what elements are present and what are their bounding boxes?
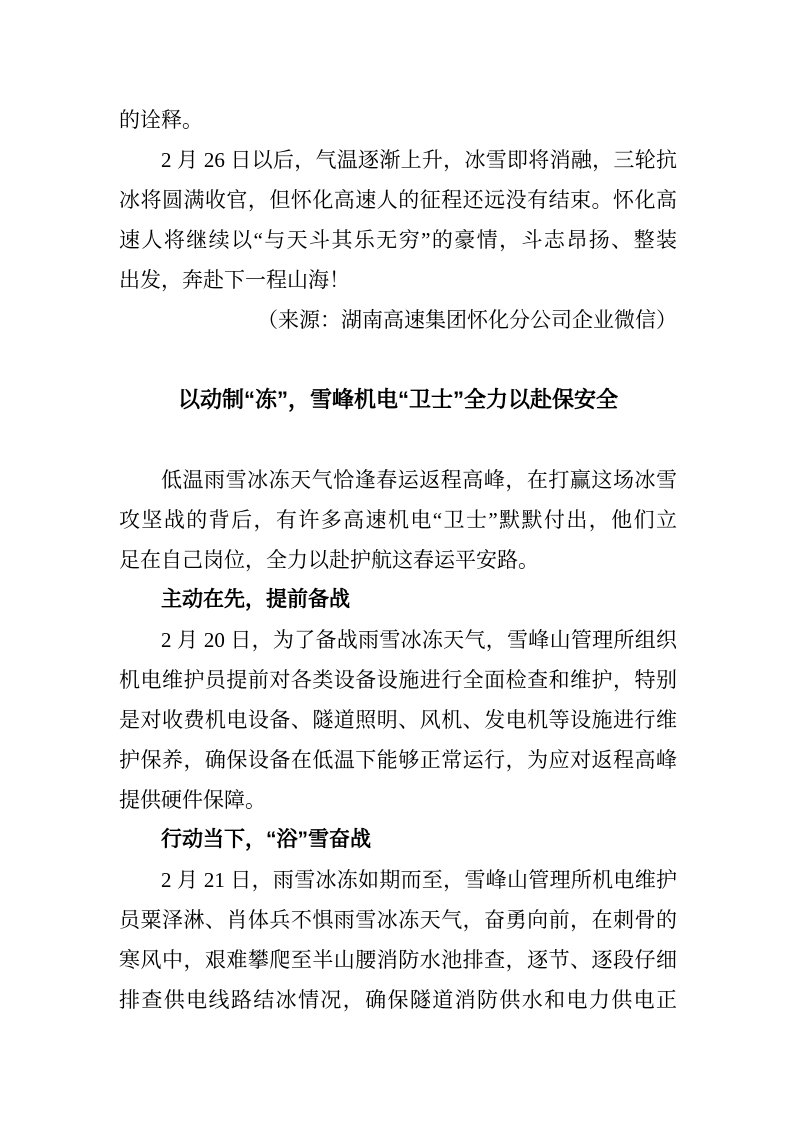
body-line: 2 月 26 日以后，气温逐渐上升，冰雪即将消融，三轮抗	[161, 148, 677, 172]
body-line: 提供硬件保障。	[119, 788, 266, 812]
source-attribution: （来源：湖南高速集团怀化分公司企业微信）	[257, 308, 677, 332]
body-line: 速人将继续以“与天斗其乐无穷”的豪情，斗志昂扬、整装	[119, 228, 677, 252]
body-line: 寒风中，艰难攀爬至半山腰消防水池排查，逐节、逐段仔细	[119, 948, 677, 972]
body-line: 机电维护员提前对各类设备设施进行全面检查和维护，特别	[119, 668, 677, 692]
body-line: 足在自己岗位，全力以赴护航这春运平安路。	[119, 548, 539, 572]
paragraph	[119, 460, 677, 580]
body-line: 低温雨雪冰冻天气恰逢春运返程高峰，在打赢这场冰雪	[161, 468, 677, 492]
section-subheading: 主动在先，提前备战	[161, 588, 350, 611]
article-title: 以动制“冻”，雪峰机电“卫士”全力以赴保安全	[177, 387, 618, 412]
body-line: 攻坚战的背后，有许多高速机电“卫士”默默付出，他们立	[119, 508, 677, 532]
section-subheading: 行动当下，“浴”雪奋战	[161, 828, 371, 851]
body-line: 排查供电线路结冰情况，确保隧道消防供水和电力供电正	[119, 988, 677, 1012]
body-line: 冰将圆满收官，但怀化高速人的征程还远没有结束。怀化高	[119, 188, 677, 212]
paragraph	[119, 620, 677, 820]
body-line: 是对收费机电设备、隧道照明、风机、发电机等设施进行维	[119, 708, 677, 732]
body-line: 2 月 20 日，为了备战雨雪冰冻天气，雪峰山管理所组织	[161, 628, 677, 652]
body-line: 员粟泽淋、肖体兵不惧雨雪冰冻天气，奋勇向前，在刺骨的	[119, 908, 677, 932]
body-line: 护保养，确保设备在低温下能够正常运行，为应对返程高峰	[119, 748, 677, 772]
paragraph	[119, 140, 677, 300]
body-line: 出发，奔赴下一程山海！	[119, 268, 350, 292]
paragraph	[119, 860, 677, 1020]
body-line: 2 月 21 日，雨雪冰冻如期而至，雪峰山管理所机电维护	[161, 868, 677, 892]
paragraph-tail-line: 的诠释。	[119, 108, 203, 132]
